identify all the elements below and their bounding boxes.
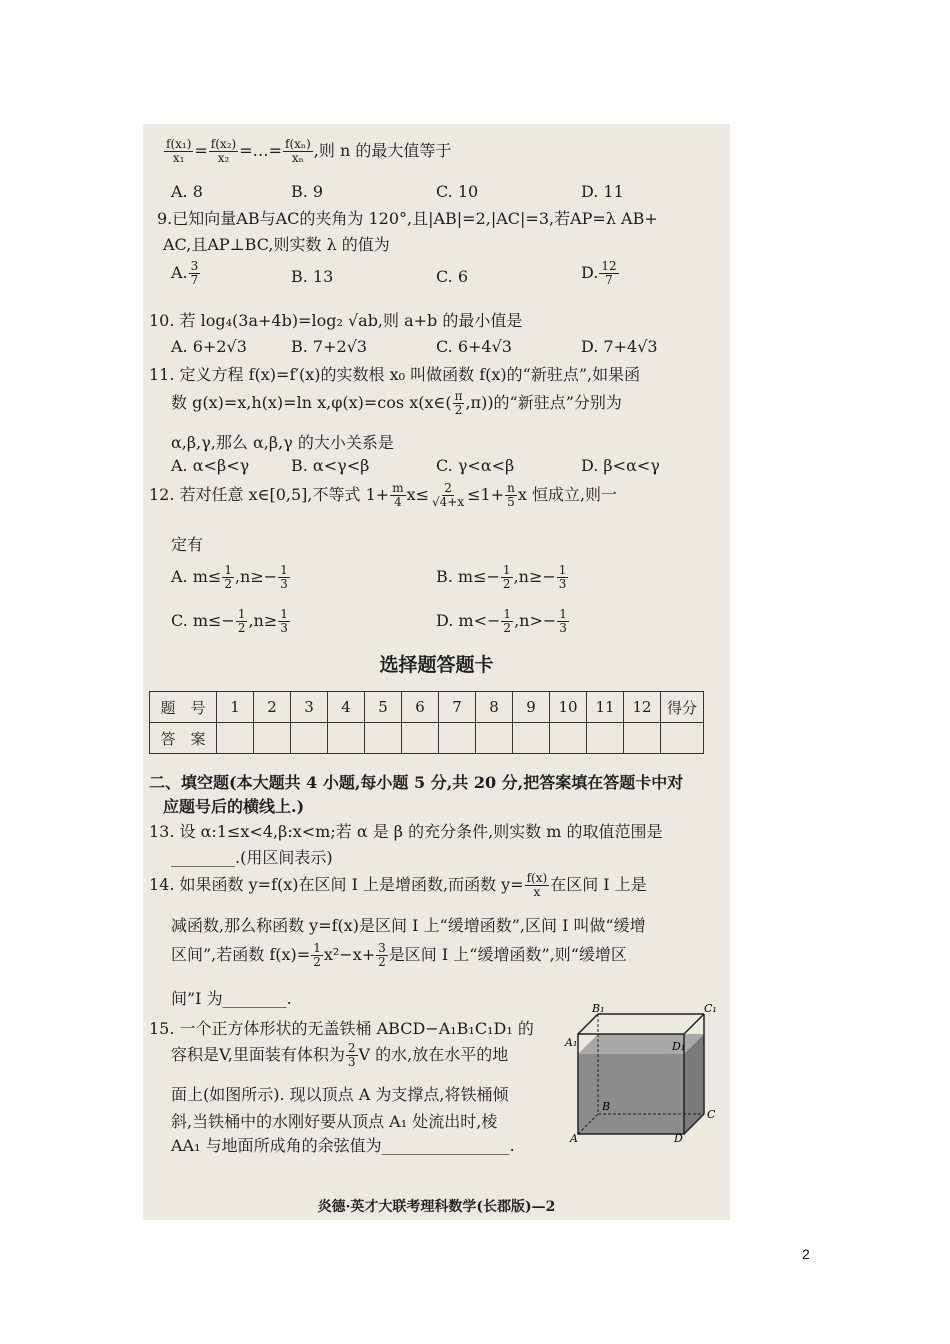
header-cell: 8: [476, 692, 513, 723]
q9-line-1: 9.已知向量AB与AC的夹角为 120°,且|AB|=2,|AC|=3,若AP=λ AB+: [157, 209, 658, 228]
score-cell[interactable]: [661, 723, 704, 754]
fraction: $\frac{12}{7}$: [601, 259, 617, 287]
q10-option-a: A. 6+2√3: [171, 337, 247, 356]
q11-option-a: A. α<β<γ: [171, 456, 250, 475]
q13-line-1: 13. 设 α:1≤x<4,β:x<m;若 α 是 β 的充分条件,则实数 m 的取值范围是: [149, 822, 663, 841]
label-c: C: [707, 1108, 716, 1121]
q8-option-a: A. 8: [171, 182, 203, 201]
q8-option-b: B. 9: [291, 182, 324, 201]
q14-line-4: 间”I 为________.: [171, 989, 292, 1008]
fraction: $\frac{1}{3}$: [558, 563, 567, 591]
header-cell: 5: [365, 692, 402, 723]
label-b: B: [602, 1100, 611, 1113]
header-cell: 得分: [661, 692, 704, 723]
answer-cell[interactable]: [439, 723, 476, 754]
q12-option-b: B. m≤− $\frac{1}{2}$ ,n≥− $\frac{1}{3}$: [436, 563, 567, 591]
answer-cell[interactable]: [291, 723, 328, 754]
header-cell: 3: [291, 692, 328, 723]
fraction: $\frac{1}{2}$: [503, 607, 512, 635]
header-cell: 12: [624, 692, 661, 723]
q11-line-1: 11. 定义方程 f(x)=f′(x)的实数根 x₀ 叫做函数 f(x)的“新驻点”,如果函: [149, 365, 641, 384]
label-a1: A₁: [565, 1036, 578, 1049]
exam-footer: 炎德·英才大联考理科数学(长郡版)—2: [317, 1199, 556, 1215]
fraction: $\frac{1}{3}$: [280, 607, 288, 635]
answer-cell[interactable]: [476, 723, 513, 754]
answer-card-table: [149, 691, 704, 754]
fraction: $\frac{\pi}{2}$: [454, 389, 463, 417]
q15-line-2: 容积是V,里面装有体积为 $\frac{2}{3}$ V 的水,放在水平的地: [171, 1041, 509, 1069]
q11-line-3: α,β,γ,那么 α,β,γ 的大小关系是: [171, 433, 394, 452]
answer-cell[interactable]: [365, 723, 402, 754]
answer-cell[interactable]: [624, 723, 661, 754]
answer-card-title: 选择题答题卡: [379, 654, 494, 676]
q14-line-2: 减函数,那么称函数 y=f(x)是区间 I 上“缓增函数”,区间 I 叫做“缓增: [171, 916, 646, 935]
cube-bucket-figure: [565, 1002, 718, 1145]
q11-line-2: 数 g(x)=x,h(x)=ln x,φ(x)=cos x(x∈( $\frac{\pi}{2}$ ,π))的“新驻点”分别为: [171, 389, 622, 417]
fraction: $\frac{1}{2}$: [224, 563, 232, 591]
q9-option-a: A. $\frac{3}{7}$: [171, 259, 199, 287]
cube-edge: [578, 1014, 598, 1034]
fraction: $\frac{\text{f(xₙ)}}{\text{xₙ}}$: [285, 137, 311, 165]
fraction: $\frac{1}{2}$: [502, 563, 511, 591]
q15-line-1: 15. 一个正方体形状的无盖铁桶 ABCD−A₁B₁C₁D₁ 的: [149, 1019, 534, 1038]
answer-cell[interactable]: [328, 723, 365, 754]
fraction: $\frac{2}{3}$: [347, 1041, 356, 1069]
fraction: $\frac{1}{3}$: [280, 563, 288, 591]
q11-option-c: C. γ<α<β: [436, 456, 515, 475]
fraction: $\frac{m}{4}$: [392, 481, 404, 509]
page-number: 2: [802, 1246, 810, 1262]
header-cell: 1: [217, 692, 254, 723]
q8-option-d: D. 11: [581, 182, 624, 201]
fraction: $\frac{3}{2}$: [378, 941, 386, 969]
q15-line-5: AA₁ 与地面所成角的余弦值为________________.: [171, 1136, 515, 1155]
q9-line-2: AC,且AP⊥BC,则实数 λ 的值为: [163, 235, 390, 254]
fraction: $\frac{1}{2}$: [313, 941, 321, 969]
answer-cell[interactable]: [217, 723, 254, 754]
label-a: A: [570, 1132, 578, 1145]
label-d: D: [674, 1132, 683, 1145]
label-d1: D₁: [672, 1040, 686, 1053]
header-cell: 11: [587, 692, 624, 723]
header-cell: 9: [513, 692, 550, 723]
answer-cell[interactable]: [550, 723, 587, 754]
q15-line-4: 斜,当铁桶中的水刚好要从顶点 A₁ 处流出时,棱: [171, 1112, 498, 1131]
q10-option-d: D. 7+4√3: [581, 337, 658, 356]
q11-option-b: B. α<γ<β: [291, 456, 370, 475]
q12-line-2: 定有: [171, 535, 204, 554]
fraction: $\frac{n}{5}$: [507, 481, 515, 509]
answer-cell[interactable]: [402, 723, 439, 754]
q10-option-c: C. 6+4√3: [436, 337, 512, 356]
q14-line-1: 14. 如果函数 y=f(x)在区间 I 上是增函数,而函数 y= $\frac{f(x)}{x}$ 在区间 I 上是: [149, 871, 647, 899]
answer-cell[interactable]: [254, 723, 291, 754]
q12-option-d: D. m<− $\frac{1}{2}$ ,n>− $\frac{1}{3}$: [436, 607, 567, 635]
header-cell: 6: [402, 692, 439, 723]
q9-option-b: B. 13: [291, 267, 334, 286]
scanned-exam-page: [143, 124, 730, 1220]
answer-row-label: 答 案: [150, 723, 217, 754]
q10-option-b: B. 7+2√3: [291, 337, 368, 356]
label-c1: C₁: [704, 1002, 717, 1015]
header-cell: 题 号: [150, 692, 217, 723]
q13-line-2: ________.(用区间表示): [171, 848, 333, 867]
fraction: $\frac{f(x)}{x}$: [526, 871, 548, 899]
answer-card-answer-row: [150, 723, 704, 754]
section2-heading-line-2: 应题号后的横线上.): [163, 797, 305, 816]
q12-option-a: A. m≤ $\frac{1}{2}$ ,n≥− $\frac{1}{3}$: [171, 563, 288, 591]
water-front-face: [578, 1054, 684, 1134]
q8-option-c: C. 10: [436, 182, 479, 201]
answer-cell[interactable]: [513, 723, 550, 754]
answer-cell[interactable]: [587, 723, 624, 754]
fraction: $\frac{1}{2}$: [237, 607, 246, 635]
fraction: $\frac{3}{7}$: [190, 259, 199, 287]
q9-option-c: C. 6: [436, 267, 469, 286]
label-b1: B₁: [592, 1002, 605, 1015]
fraction: $\frac{1}{3}$: [559, 607, 567, 635]
q9-option-d: D. $\frac{12}{7}$: [581, 259, 617, 287]
fraction: $\frac{\text{f(x₁)}}{\text{x₁}}$: [166, 137, 192, 165]
header-cell: 7: [439, 692, 476, 723]
q12-line-1: 12. 若对任意 x∈[0,5],不等式 1+ $\frac{m}{4}$ x≤ $\frac{2}{√4+x}$ ≤1+ $\frac{n}{5}$ x 恒成立,则一: [149, 481, 618, 509]
q8-equation-line: $\frac{\text{f(x₁)}}{\text{x₁}}$ = $\frac{\text{f(x₂)}}{\text{x₂}}$ =…= $\frac{\text{f(xₙ)}}{\text{xₙ}}$ ,则 n 的最大值等于: [166, 137, 452, 165]
answer-card-header-row: [150, 692, 704, 723]
section2-heading-line-1: 二、填空题(本大题共 4 小题,每小题 5 分,共 20 分,把答案填在答题卡中对: [149, 773, 684, 792]
fraction: $\frac{\text{f(x₂)}}{\text{x₂}}$: [210, 137, 237, 165]
q15-line-3: 面上(如图所示). 现以顶点 A 为支撑点,将铁桶倾: [171, 1085, 509, 1104]
q14-line-3: 区间”,若函数 f(x)= $\frac{1}{2}$ x²−x+ $\frac{3}{2}$ 是区间 I 上“缓增函数”,则“缓增区: [171, 941, 627, 969]
header-cell: 10: [550, 692, 587, 723]
q10-stem: 10. 若 log₄(3a+4b)=log₂ √ab,则 a+b 的最小值是: [149, 311, 523, 330]
cube-edge: [684, 1014, 704, 1034]
fraction: $\frac{2}{√4+x}$: [432, 481, 465, 509]
header-cell: 2: [254, 692, 291, 723]
header-cell: 4: [328, 692, 365, 723]
q12-option-c: C. m≤− $\frac{1}{2}$ ,n≥ $\frac{1}{3}$: [171, 607, 288, 635]
q11-option-d: D. β<α<γ: [581, 456, 660, 475]
